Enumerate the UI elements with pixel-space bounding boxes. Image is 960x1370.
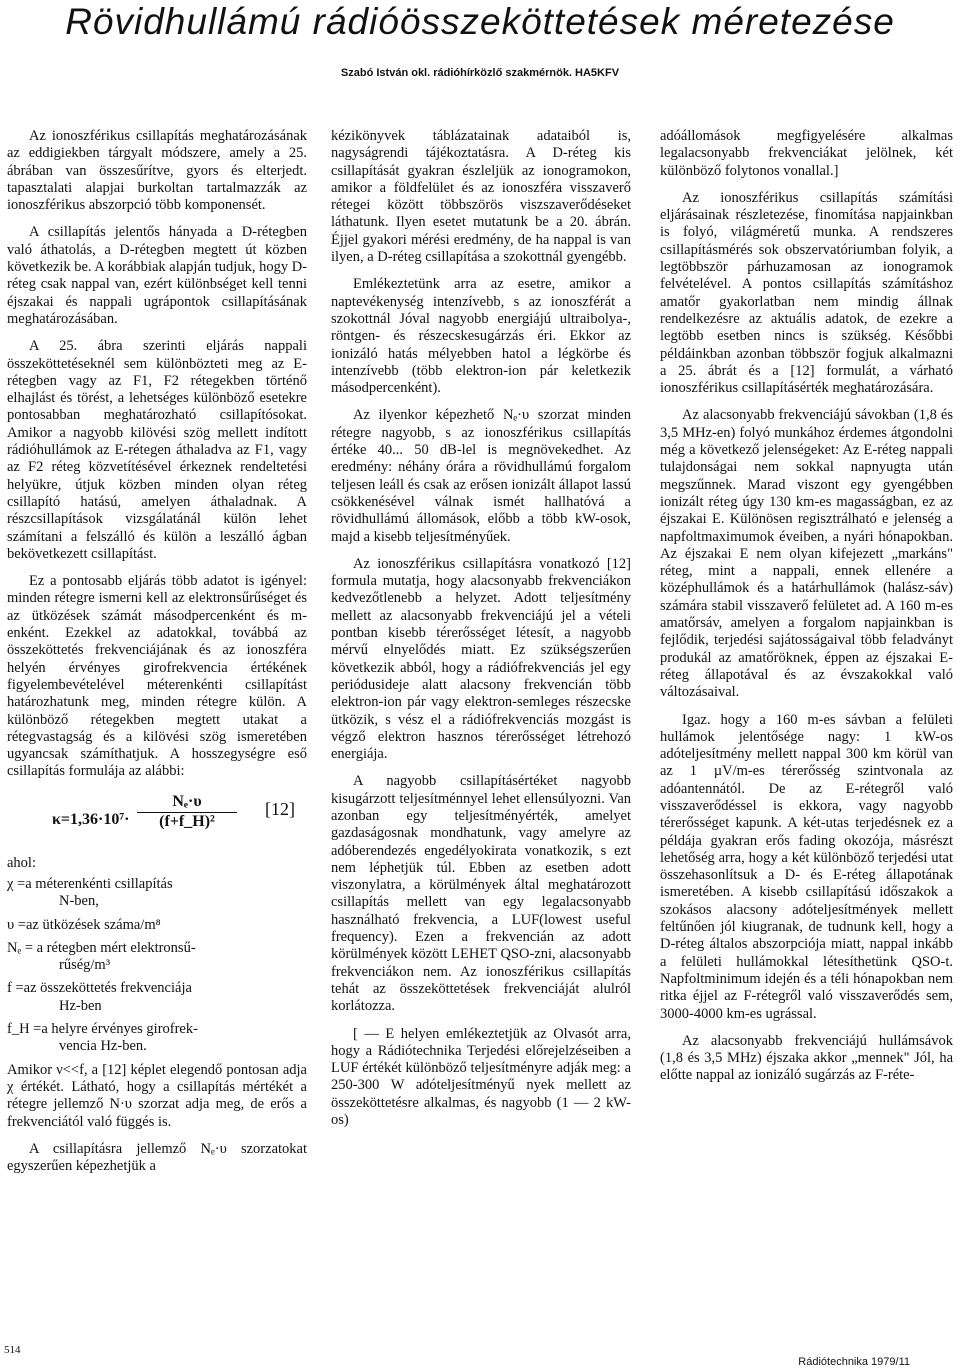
definition-item: [7, 980, 307, 1015]
definition-continuation: vencia Hz-ben.: [59, 1038, 147, 1055]
column-3: [660, 128, 953, 1095]
definition-continuation: N-ben,: [59, 893, 99, 910]
definition-text: f_H =a helyre érvényes girofrek-: [7, 1021, 198, 1038]
journal-footer: Rádiótechnika 1979/11: [798, 1356, 910, 1368]
paragraph: [ — E helyen emlékeztetjük az Olvasót arra, hogy a Rádiótechnika Terjedési előrejelzéseiben a LUF értékét különböző teljesítményre adják meg: a 250-300 W adóteljesítményű nyek mellett az összeköttetésre alkalmas, és nagyobb (1 — 2 kW-os): [331, 1025, 631, 1129]
paragraph: A 25. ábra szerinti eljárás nappali összeköttetéseknél sem különbözteti meg az E-rétegben vagy az F1, F2 rétegekben történő elhajlást és törést, a lehetséges különböző esetekre pontosabban meghatározható csillapítósokat. Amikor a nagyobb kilövési szög mellett indított rádióhullámok az E-rétegen áthaladva az F1, vagy az F2 réteg közvetítésével érkeznek rendeltetési helyükre, útjuk közben minden olyan réteg csillapító hatású, amelyen áthaladnak. A részcsillapítások vizsgálatánál külön lehet számítani a felszálló és külön a leszálló ágban bekövetkezett csillapítást.: [7, 338, 307, 562]
paragraph: A csillapításra jellemző Nₑ·υ szorzatokat egyszerűen képezhetjük a: [7, 1140, 307, 1175]
article-title: Rövidhullámú rádióösszeköttetések méretezése: [65, 1, 895, 42]
formula-lhs: κ=1,36·10⁷·: [52, 810, 130, 828]
definition-continuation: rűség/m³: [59, 957, 111, 974]
paragraph: Az alacsonyabb frekvenciájú sávokban (1,8 és 3,5 MHz-en) folyó munkához érdemes átgondolni még a következő jelenségeket: Az E-réteg nappali tulajdonságai nem sokkal napnyugta után megszűnnek. Marad viszont egy gyengébben ionizált réteg úgy 130 km-es magasságban, ez az éjszakai E. Különösen regisztrálható e jelenség a napfoltmaximumok éveiben, a nyári hónapokban. Az éjszakai E nem olyan kifejezett „markáns" réteg, mint a nappali, ennek ellenére a középhullámok és a határhullámok (halász-sáv) számára stabil visszaverő felületet ad. A 160 m-es amatőrsáv, amelyen a forgalom napjainkban is fejlődik, terjedési sajátosságaival több feladványt produkál az amatőröknek, éppen az éjszakai E-réteg állapotával és az évszakokkal való változásaival.: [660, 407, 953, 701]
paragraph: Az alacsonyabb frekvenciájú hullámsávok (1,8 és 3,5 MHz) éjszaka akkor „mennek" Jól, ha előtte nappal az ionizáló sugárzás az F-réte-: [660, 1032, 953, 1084]
definition-item: [7, 876, 307, 911]
paragraph: Az ionoszférikus csillapítás számítási eljárásainak részletezése, finomítása napjainkban is folyó, világméretű munka. A rendszeres csillapításmérés sok obszervatóriumban folyik, a legtöbbször párhuzamosan az ionogramok felvételével. A pontos csillapítás számításhoz amatőr gyakorlatban nem mindig állnak rendelkezésre az aktuális adatok, de ezekre a legtöbb esetben nincs is szükség. Későbbi példáinkban azonban többször fogjuk alkalmazni a 25. ábrát és a [12] formulát, a várható ionoszférikus csillapításérték meghatározására.: [660, 189, 953, 397]
formula-image: [52, 791, 242, 849]
formula-reference: [12]: [265, 798, 295, 819]
definition-item: [7, 940, 307, 975]
ahol-label: ahol:: [7, 854, 36, 871]
formula-fraction: [137, 793, 237, 831]
column-1: [7, 128, 307, 1185]
definition-item: [7, 917, 307, 934]
paragraph: A csillapítás jelentős hányada a D-rétegben való áthatolás, a D-rétegben megtett út közben következik be. A korábbiak alapján tudjuk, hogy D-réteg csak nappal van, ezért különbséget kell tenni éjszakai és nappali ugrápontok csillapításának meghatározásában.: [7, 224, 307, 327]
paragraph: Igaz. hogy a 160 m-es sávban a felületi hullámok jelentősége nagy: 1 kW-os adóteljesítmény mellett nappal 300 km körül van az 1 µV/m-es térerősség szintvonala az adóantennától. De az E-rétegről való visszaverődéssel is ekkora, vagy nagyobb térerősséget kapunk. A két-utas terjedésnek ez a példája gyakran erős fading okozója, másrészt lehetőség arra, hogy a két különböző terjedési utat összehasonlítsuk a D- és E-réteg állapotának ismeretében. A kisebb csillapítású időszakok a szokásos alacsony adóteljesítmények mellett feltűnően jól kiugranak, de tudnunk kell, hogy a D-réteg általos abszorpciója miatt, nappal inkább a felületi hullámokkal létesíthetünk QSO-t. Napfoltminimum idején és a téli hónapokban nem ritka éjjel az F-rétegről való visszaverődés sem, 3000-4000 km-es ugrással.: [660, 711, 953, 1022]
column-2: [331, 128, 631, 1139]
paragraph: kézikönyvek táblázatainak adataiból is, nagyságrendi tájékoztatásra. A D-réteg kis csillapítását gyakran észleljük az ionogramokon, amikor a földfelület és az ionoszféra visszaverő rétegei között többszörös viszszaverődéseket láthatunk. Ilyen esetet mutatunk be a 20. ábrán. Éjjel gyakori mérési eredmény, de ha nappal is van ilyen, a D-réteg csillapítása a szokottnál gyengébb.: [331, 128, 631, 266]
definition-text: Nₑ = a rétegben mért elektronsű-: [7, 939, 196, 956]
paragraph: Az ilyenkor képezhető Nₑ·υ szorzat minden rétegre nagyobb, s az ionoszférikus csillapítás értéke 40... 50 dB-lel is megnövekedhet. Az eredmény: néhány órára a rövidhullámú forgalom teljesen leáll és csak az erősen ionizált állapot lassú csökkenésével válnak ismét hallhatóvá a rövidhullámú állomások, előbb a több kW-osok, majd a kisebb teljesítményűek.: [331, 407, 631, 545]
formula-12: [7, 791, 307, 861]
paragraph: A nagyobb csillapításértéket nagyobb kisugárzott teljesítménnyel lehet ellensúlyozni. Van azonban egy teljesítményérték, amelyet gazdaságosnak mondhatunk, vagy amelyre az adóberendezés engedélyokirata vonatkozik, s ezt nem léphetjük túl. Ebben az esetben adott viszonylatra, a körülmények által meghatározott csillapítás mellett van egy legalacsonyabb használható frekvencia, a LUF(lowest useful frequency). Ezen a frekvencián az adott körülmények között LEHET QSO-zni, alacsonyabb frekvenciákon nem. Az ionoszférikus csillapítás tehát az összeköttetések frekvenciáját alulról korlátozza.: [331, 773, 631, 1015]
definition-text: f =az összeköttetés frekvenciája: [7, 980, 192, 997]
definition-item: [7, 1021, 307, 1056]
definition-text: χ =a méterenkénti csillapítás: [7, 875, 173, 892]
paragraph: Az ionoszférikus csillapításra vonatkozó [12] formula mutatja, hogy alacsonyabb frekvenciákon kedvezőtlenebb a helyzet. Adott teljesítmény mellett az alacsonyabb frekvenciájú jel a vételi pontban kisebb térerősséget létesít, a nagyobb mérvű elnyelődés miatt. Ez szükségszerűen következik abból, hogy a rádiófrekvenciás jel egy periódusideje alatt alacsony frekvencián több elektron-ion pár vagy elektron-semleges részecske ütközik, s vész el a rádiófrekvenciás mozgást is végző elektron hasznos térerősséget létrehozó energiája.: [331, 555, 631, 763]
definition-text: υ =az ütközések száma/m⁸: [7, 916, 161, 933]
formula-numerator: Nₑ·υ: [137, 793, 237, 813]
page-number: 514: [4, 1344, 21, 1356]
formula-denominator: (f+f_H)²: [159, 812, 215, 830]
paragraph: Emlékeztetünk arra az esetre, amikor a naptevékenység intenzívebb, s az ionoszférát a szokottnál Jóval nagyobb energiájú ultraibolya-, röntgen- és részecskesugárzás éri. Ekkor az ionizáló hatás mélyebben hatol a légkörbe és intenzívebb (több elektron-ion pár keletkezik másodpercenként).: [331, 276, 631, 397]
paragraph: Ez a pontosabb eljárás több adatot is igényel: minden rétegre ismerni kell az elektronsűrűséget és az ütközések számát másodpercenként és m-enként. Ezekkel az adatokkal, továbbá az összeköttetés frekvenciájának és az ionoszféra helyén érvényes girofrekvencia értékének figyelembevételével méterenkénti csillapítást határozhatunk meg, minden rétegre külön. A különböző rétegekben megtett utakat a rétegvastagság és a kilövési szög ismeretében ugyancsak számíthatjuk. A hosszegységre eső csillapítás formulája az alábbi:: [7, 573, 307, 780]
paragraph: Amikor ν<<f, a [12] képlet elegendő pontosan adja χ értékét. Látható, hogy a csillapítás mértékét a rétegre jellemző N·υ szorzat adja meg, de erős a frekvenciától való függés is.: [7, 1061, 307, 1130]
author-line: Szabó István okl. rádióhírközlő szakmérnök. HA5KFV: [340, 67, 620, 79]
paragraph: adóállomások megfigyelésére alkalmas legalacsonyabb frekvenciákat jelölnek, két különböző folytonos vonallal.]: [660, 128, 953, 179]
definition-continuation: Hz-ben: [59, 997, 102, 1014]
paragraph: Az ionoszférikus csillapítás meghatározásának az eddigiekben tárgyalt módszere, amely a 25. ábrában van összesűrítve, gyors és elterjedt. tapasztalati alapjai burkoltan tartalmazzák az ionoszférikus abszorpció több komponensét.: [7, 128, 307, 214]
